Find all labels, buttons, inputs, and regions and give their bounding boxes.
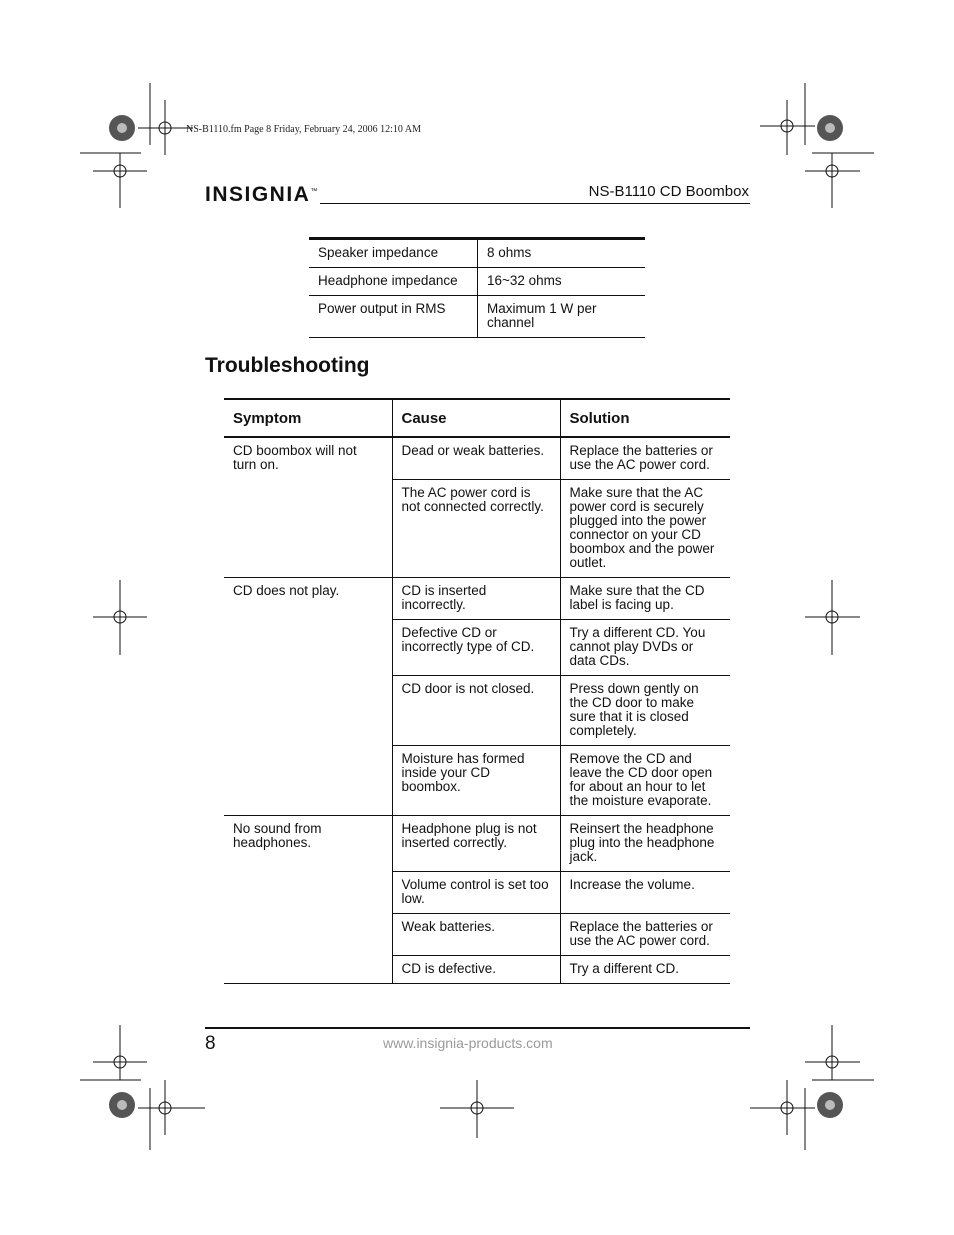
troubleshooting-table: [224, 398, 730, 984]
table-row: [224, 437, 730, 480]
solution-cell: Try a different CD. You cannot play DVDs or data CDs.: [560, 620, 730, 676]
cause-cell: The AC power cord is not connected correctly.: [392, 480, 560, 578]
solution-cell: Make sure that the AC power cord is securely plugged into the power connector on your CD boombox and the power outlet.: [560, 480, 730, 578]
logo-text: INSIGNIA: [205, 183, 311, 206]
specs-table: [309, 237, 645, 338]
table-row: [224, 816, 730, 872]
document-title: NS-B1110 CD Boombox: [588, 183, 749, 200]
solution-cell: Remove the CD and leave the CD door open for about an hour to let the moisture evaporate.: [560, 746, 730, 816]
insignia-logo: [205, 183, 317, 207]
section-title: Troubleshooting: [205, 354, 370, 377]
cause-cell: Headphone plug is not inserted correctly.: [392, 816, 560, 872]
header-rule: [320, 203, 750, 204]
solution-cell: Replace the batteries or use the AC power cord.: [560, 437, 730, 480]
cause-cell: Defective CD or incorrectly type of CD.: [392, 620, 560, 676]
symptom-header: Symptom: [224, 399, 392, 437]
footer-url: www.insignia-products.com: [383, 1035, 553, 1051]
spec-row: [309, 268, 645, 296]
table-row: [224, 578, 730, 620]
symptom-cell: No sound from headphones.: [224, 816, 392, 984]
cause-cell: Weak batteries.: [392, 914, 560, 956]
print-slug: NS-B1110.fm Page 8 Friday, February 24, 2006 12:10 AM: [186, 124, 421, 135]
cause-header: Cause: [392, 399, 560, 437]
spec-value: 8 ohms: [478, 239, 646, 268]
cause-cell: Volume control is set too low.: [392, 872, 560, 914]
page-number: 8: [205, 1033, 216, 1054]
spec-value: 16~32 ohms: [478, 268, 646, 296]
symptom-cell: CD does not play.: [224, 578, 392, 816]
solution-cell: Press down gently on the CD door to make sure that it is closed completely.: [560, 676, 730, 746]
spec-row: [309, 296, 645, 338]
solution-cell: Increase the volume.: [560, 872, 730, 914]
spec-label: Headphone impedance: [309, 268, 478, 296]
cause-cell: CD door is not closed.: [392, 676, 560, 746]
symptom-cell: CD boombox will not turn on.: [224, 437, 392, 578]
logo-trademark: ™: [310, 188, 318, 195]
solution-header: Solution: [560, 399, 730, 437]
cause-cell: Dead or weak batteries.: [392, 437, 560, 480]
solution-cell: Reinsert the headphone plug into the headphone jack.: [560, 816, 730, 872]
cause-cell: Moisture has formed inside your CD boombox.: [392, 746, 560, 816]
solution-cell: Try a different CD.: [560, 956, 730, 984]
cause-cell: CD is defective.: [392, 956, 560, 984]
spec-label: Power output in RMS: [309, 296, 478, 338]
cause-cell: CD is inserted incorrectly.: [392, 578, 560, 620]
solution-cell: Make sure that the CD label is facing up.: [560, 578, 730, 620]
solution-cell: Replace the batteries or use the AC power cord.: [560, 914, 730, 956]
footer-rule: [205, 1027, 750, 1029]
table-header-row: [224, 399, 730, 437]
spec-label: Speaker impedance: [309, 239, 478, 268]
spec-row: [309, 239, 645, 268]
spec-value: Maximum 1 W per channel: [478, 296, 646, 338]
